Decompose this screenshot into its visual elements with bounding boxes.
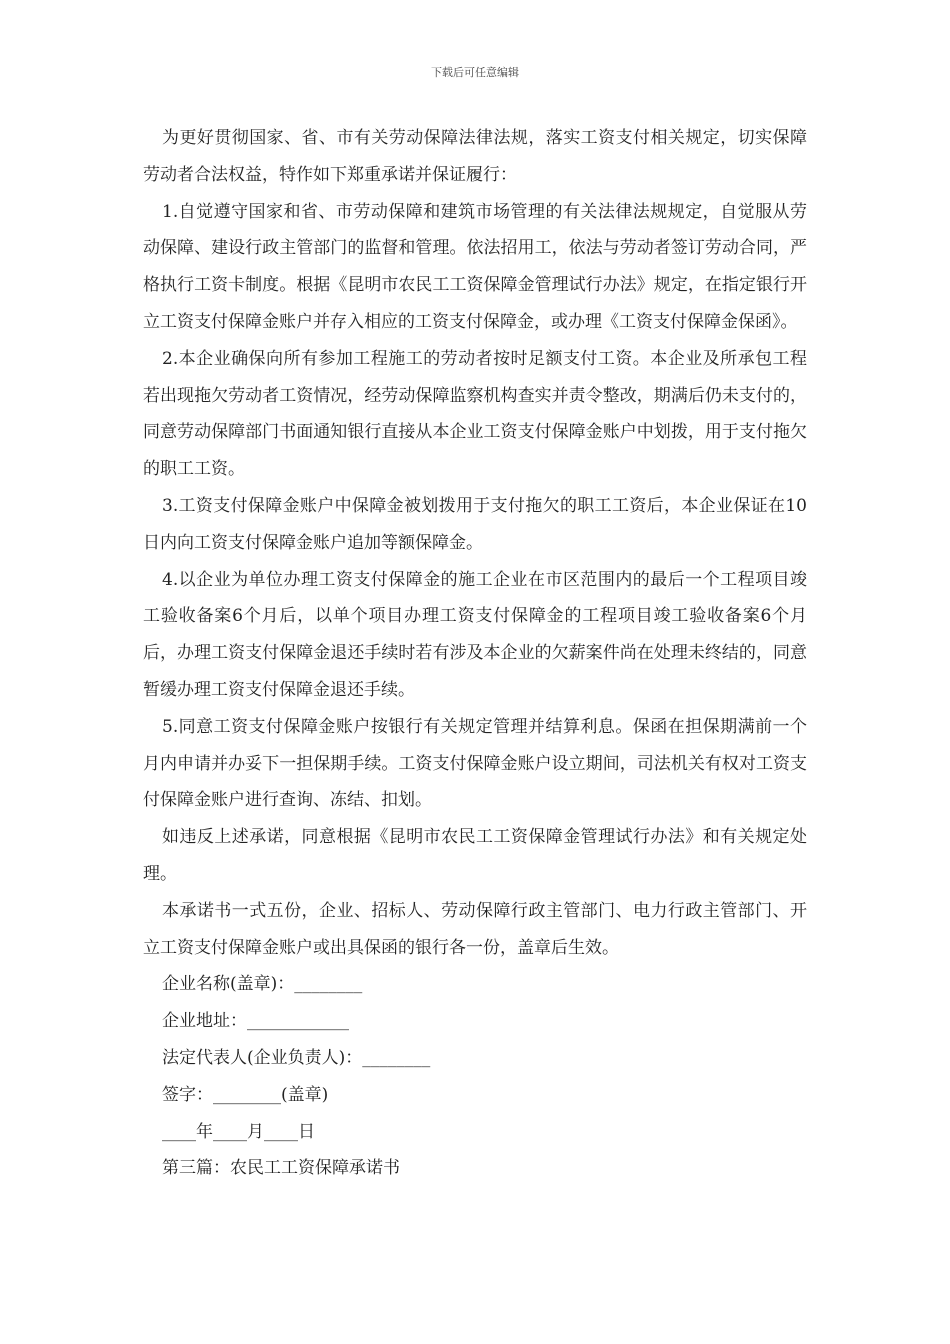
violation-paragraph: 如违反上述承诺，同意根据《昆明市农民工工资保障金管理试行办法》和有关规定处理。 [143, 827, 807, 884]
clause-3: 3.工资支付保障金账户中保障金被划拨用于支付拖欠的职工工资后，本企业保证在10日内向工资支付保障金账户追加等额保障金。 [143, 495, 807, 553]
next-section-title: 第三篇：农民工工资保障承诺书 [162, 1158, 400, 1179]
clause-1: 1.自觉遵守国家和省、市劳动保障和建筑市场管理的有关法律法规规定，自觉服从劳动保障、建设行政主管部门的监督和管理。依法招用工，依法与劳动者签订劳动合同，严格执行工资卡制度。根据《昆明市农民工工资保障金管理试行办法》规定，在指定银行开立工资支付保障金账户并存入相应的工资支付保障金，或办理《工资支付保障金保函》。 [143, 201, 807, 332]
intro-paragraph: 为更好贯彻国家、省、市有关劳动保障法律法规，落实工资支付相关规定，切实保障劳动者合法权益，特作如下郑重承诺并保证履行： [143, 128, 807, 185]
clause-5: 5.同意工资支付保障金账户按银行有关规定管理并结算利息。保函在担保期满前一个月内申请并办妥下一担保期手续。工资支付保障金账户设立期间，司法机关有权对工资支付保障金账户进行查询、冻结、扣划。 [143, 716, 807, 811]
copies-paragraph: 本承诺书一式五份，企业、招标人、劳动保障行政主管部门、电力行政主管部门、开立工资支付保障金账户或出具保函的银行各一份，盖章后生效。 [143, 900, 807, 958]
page-header: 下载后可任意编辑 [431, 66, 519, 79]
clause-2: 2.本企业确保向所有参加工程施工的劳动者按时足额支付工资。本企业及所承包工程若出现拖欠劳动者工资情况，经劳动保障监察机构查实并责令整改，期满后仍未支付的，同意劳动保障部门书面通知银行直接从本企业工资支付保障金账户中划拨，用于支付拖欠的职工工资。 [143, 348, 807, 480]
signature-field: 签字：________(盖章) [162, 1084, 329, 1105]
date-field: ____年____月____日 [162, 1121, 315, 1142]
company-name-field: 企业名称(盖章)：________ [162, 974, 363, 995]
clause-4: 4.以企业为单位办理工资支付保障金的施工企业在市区范围内的最后一个工程项目竣工验收备案6个月后，以单个项目办理工资支付保障金的工程项目竣工验收备案6个月后，办理工资支付保障金退还手续时若有涉及本企业的欠薪案件尚在处理未终结的，同意暂缓办理工资支付保障金退还手续。 [143, 569, 807, 700]
document-body [143, 120, 807, 1187]
company-address-field: 企业地址：____________ [162, 1011, 349, 1032]
legal-representative-field: 法定代表人(企业负责人)：________ [162, 1047, 431, 1068]
